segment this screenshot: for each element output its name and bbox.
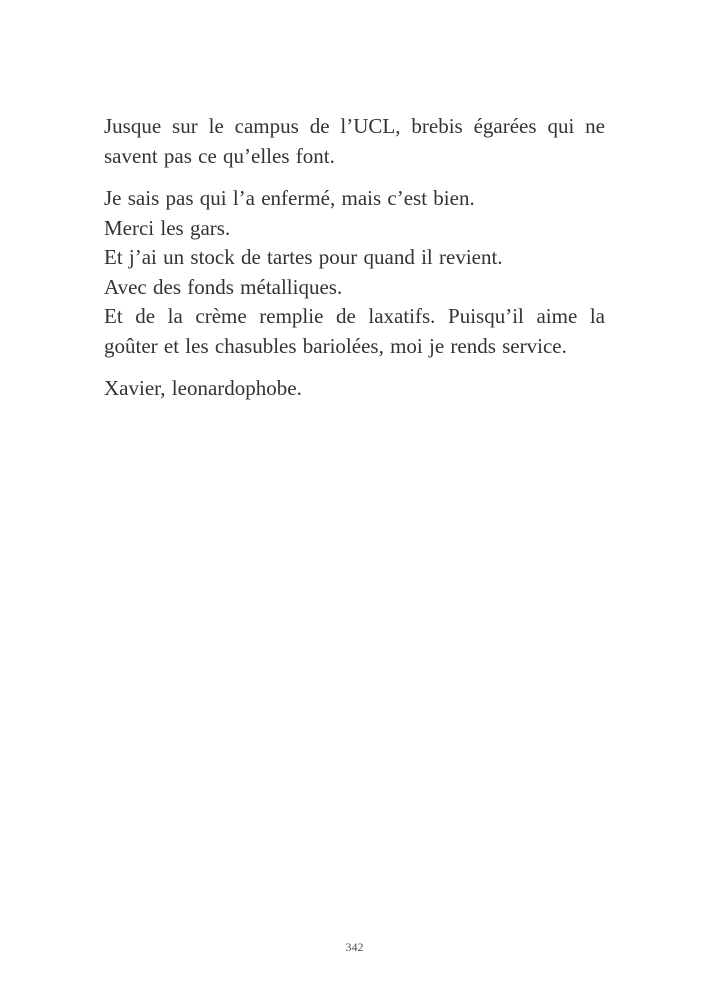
paragraph-line-4: Avec des fonds métalliques.	[104, 274, 343, 299]
paragraph-line-5: Et de la crème remplie de laxatifs. Puisqu’il aime la goûter et les chasubles bariolées, moi je rends service.	[104, 304, 605, 358]
paragraph-signature: Xavier, leonardophobe.	[104, 376, 302, 400]
paragraph-line-3: Et j’ai un stock de tartes pour quand il revient.	[104, 245, 503, 269]
paragraph-intro: Jusque sur le campus de l’UCL, brebis égarées qui ne savent pas ce qu’elles font.	[104, 114, 605, 168]
text-block	[104, 112, 605, 404]
page-number: 342	[345, 940, 364, 954]
paragraph-line-1: Je sais pas qui l’a enfermé, mais c’est bien.	[104, 186, 475, 210]
paragraph-line-2: Merci les gars.	[104, 215, 231, 240]
